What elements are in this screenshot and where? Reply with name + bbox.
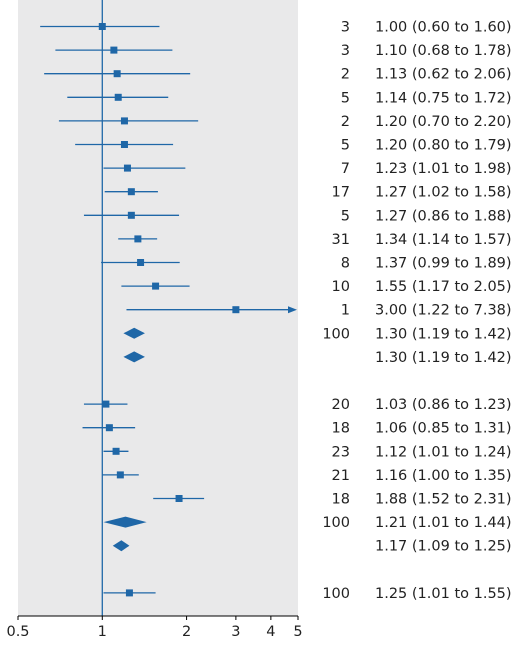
estimate-ci-label: 1.27 (0.86 to 1.88)	[375, 208, 512, 225]
point-estimate-square	[121, 117, 128, 124]
point-estimate-square	[137, 259, 144, 266]
weight-label: 18	[331, 420, 350, 437]
estimate-ci-label: 1.30 (1.19 to 1.42)	[375, 349, 512, 366]
point-estimate-square	[124, 165, 131, 172]
weight-label: 5	[340, 90, 350, 107]
point-estimate-square	[152, 283, 159, 290]
point-estimate-square	[126, 589, 133, 596]
weight-label: 20	[331, 397, 350, 414]
estimate-ci-label: 1.17 (1.09 to 1.25)	[375, 538, 512, 555]
point-estimate-square	[128, 212, 135, 219]
weight-label: 100	[322, 515, 350, 532]
estimate-ci-label: 1.34 (1.14 to 1.57)	[375, 231, 512, 248]
estimate-ci-label: 1.13 (0.62 to 2.06)	[375, 66, 512, 83]
point-estimate-square	[113, 448, 120, 455]
weight-label: 100	[322, 326, 350, 343]
point-estimate-square	[102, 401, 109, 408]
weight-label: 7	[340, 161, 350, 178]
weight-label: 21	[331, 467, 350, 484]
x-tick-label: 3	[231, 624, 241, 640]
x-tick-label: 2	[181, 624, 192, 640]
point-estimate-square	[114, 70, 121, 77]
weight-label: 3	[340, 19, 350, 36]
point-estimate-square	[232, 306, 239, 313]
weight-label: 17	[331, 184, 350, 201]
point-estimate-square	[121, 141, 128, 148]
value-labels	[322, 20, 511, 602]
estimate-ci-label: 1.55 (1.17 to 2.05)	[375, 279, 512, 296]
point-estimate-square	[176, 495, 183, 502]
weight-label: 23	[331, 444, 350, 461]
weight-label: 3	[340, 43, 350, 60]
estimate-ci-label: 1.88 (1.52 to 2.31)	[375, 491, 512, 508]
plot-panel	[18, 0, 298, 616]
estimate-ci-label: 1.10 (0.68 to 1.78)	[375, 43, 512, 60]
estimate-ci-label: 1.03 (0.86 to 1.23)	[375, 397, 512, 414]
estimate-ci-label: 1.21 (1.01 to 1.44)	[375, 515, 512, 532]
estimate-ci-label: 1.30 (1.19 to 1.42)	[375, 326, 512, 343]
weight-label: 8	[340, 255, 350, 272]
weight-label: 2	[340, 113, 350, 130]
estimate-ci-label: 1.20 (0.80 to 1.79)	[375, 137, 512, 154]
x-tick-label: 5	[293, 624, 303, 640]
point-estimate-square	[99, 23, 106, 30]
point-estimate-square	[115, 94, 122, 101]
x-axis-ticks	[6, 616, 302, 640]
estimate-ci-label: 1.37 (0.99 to 1.89)	[375, 255, 512, 272]
estimate-ci-label: 1.00 (0.60 to 1.60)	[375, 19, 512, 36]
point-estimate-square	[110, 47, 117, 54]
weight-label: 100	[322, 585, 350, 602]
point-estimate-square	[117, 471, 124, 478]
x-tick-label: 1	[97, 624, 107, 640]
estimate-ci-label: 1.14 (0.75 to 1.72)	[375, 90, 512, 107]
estimate-ci-label: 1.23 (1.01 to 1.98)	[375, 161, 512, 178]
point-estimate-square	[106, 424, 113, 431]
weight-label: 2	[340, 66, 350, 83]
x-tick-label: 4	[266, 624, 276, 640]
estimate-ci-label: 1.27 (1.02 to 1.58)	[375, 184, 512, 201]
point-estimate-square	[134, 235, 141, 242]
weight-label: 5	[340, 137, 350, 154]
weight-label: 10	[331, 279, 350, 296]
estimate-ci-label: 1.25 (1.01 to 1.55)	[375, 585, 512, 602]
estimate-ci-label: 1.16 (1.00 to 1.35)	[375, 467, 512, 484]
weight-label: 1	[340, 302, 350, 319]
estimate-ci-label: 3.00 (1.22 to 7.38)	[375, 302, 512, 319]
weight-label: 18	[331, 491, 350, 508]
estimate-ci-label: 1.12 (1.01 to 1.24)	[375, 444, 512, 461]
x-tick-label: 0.5	[6, 624, 30, 640]
estimate-ci-label: 1.06 (0.85 to 1.31)	[375, 420, 512, 437]
point-estimate-square	[128, 188, 135, 195]
weight-label: 5	[340, 208, 350, 225]
estimate-ci-label: 1.20 (0.70 to 2.20)	[375, 113, 512, 130]
weight-label: 31	[331, 231, 350, 248]
